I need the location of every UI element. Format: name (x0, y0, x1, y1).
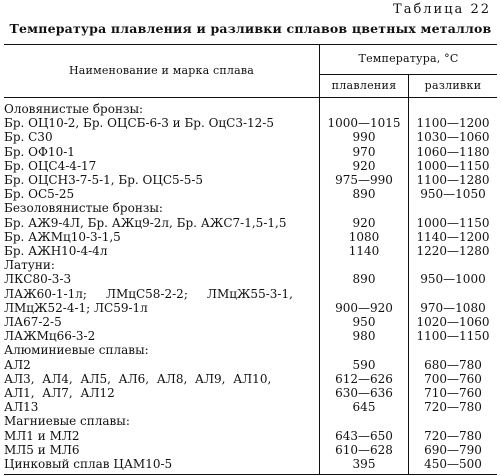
casting-temperature (409, 343, 498, 357)
table-row (4, 400, 497, 414)
table-row (4, 287, 497, 301)
alloy-name: Бр. АЖН10-4-4л (4, 244, 320, 258)
melting-temperature: 1140 (320, 244, 409, 258)
table-row (4, 329, 497, 343)
header-melting: плавления (320, 74, 409, 97)
melting-temperature (320, 414, 409, 428)
group-heading: Безоловянистые бронзы: (4, 201, 320, 215)
alloy-name: Бр. ОС5-25 (4, 187, 320, 201)
casting-temperature: 1000—1150 (416, 158, 490, 173)
group-heading: Магниевые сплавы: (4, 414, 320, 428)
casting-temperature: 1060—1180 (416, 144, 490, 159)
table-row (4, 272, 497, 286)
casting-temperature (409, 258, 498, 272)
melting-temperature: 920 (320, 216, 409, 230)
casting-temperature: 1220—1280 (416, 244, 490, 259)
casting-temperature: 950—1000 (420, 272, 486, 287)
casting-temperature: 720—780 (424, 428, 482, 443)
group-heading: Оловянистые бронзы: (4, 98, 320, 117)
casting-temperature: 1100—1150 (416, 329, 490, 344)
header-casting: разливки (409, 74, 498, 97)
casting-temperature: 680—780 (424, 357, 482, 372)
melting-temperature: 970 (320, 145, 409, 159)
table-row (4, 230, 497, 244)
alloy-name: ЛМцЖ52-4-1; ЛС59-1л (4, 301, 320, 315)
table-group-row (4, 457, 497, 475)
casting-temperature: 690—790 (424, 442, 482, 457)
table-row (4, 116, 497, 130)
table-row (4, 429, 497, 443)
alloy-name: МЛ1 и МЛ2 (4, 429, 320, 443)
melting-temperature: 990 (320, 130, 409, 144)
melting-temperature (320, 287, 409, 301)
casting-temperature (409, 414, 498, 428)
alloy-name: Бр. ОЦС4-4-17 (4, 159, 320, 173)
table-row (4, 159, 497, 173)
melting-temperature: 1080 (320, 230, 409, 244)
table-row (4, 372, 497, 386)
casting-temperature: 450—500 (409, 457, 498, 475)
casting-temperature: 1030—1060 (416, 130, 490, 145)
casting-temperature: 710—760 (424, 386, 482, 401)
alloy-name: Бр. АЖМц10-3-1,5 (4, 230, 320, 244)
melting-temperature (320, 258, 409, 272)
group-heading: Цинковый сплав ЦАМ10-5 (4, 457, 320, 475)
casting-temperature (409, 201, 498, 215)
table-row (4, 145, 497, 159)
melting-temperature: 890 (320, 272, 409, 286)
melting-temperature: 645 (320, 400, 409, 414)
table-row (4, 187, 497, 201)
table-row (4, 173, 497, 187)
melting-temperature: 890 (320, 187, 409, 201)
melting-temperature: 395 (320, 457, 409, 475)
melting-temperature: 590 (320, 358, 409, 372)
alloy-name: АЛ3, АЛ4, АЛ5, АЛ6, АЛ8, АЛ9, АЛ10, (4, 372, 320, 386)
alloy-name: Бр. ОЦ10-2, Бр. ОЦСБ-6-3 и Бр. ОцС3-12-5 (4, 116, 320, 130)
table-row (4, 443, 497, 457)
alloy-name: ЛАЖ60-1-1л; ЛМцС58-2-2; ЛМцЖ55-3-1, (4, 287, 320, 301)
table-row (4, 216, 497, 230)
casting-temperature: 950—1050 (420, 187, 486, 202)
alloy-name: Бр. ОЦСН3-7-5-1, Бр. ОЦС5-5-5 (4, 173, 320, 187)
casting-temperature: 1000—1150 (416, 215, 490, 230)
casting-temperature (409, 287, 498, 301)
alloy-name: Бр. АЖ9-4Л, Бр. АЖц9-2л, Бр. АЖС7-1,5-1,5 (4, 216, 320, 230)
melting-temperature: 630—636 (320, 386, 409, 400)
table-title: Температура плавления и разливки сплавов цветных металлов (9, 21, 492, 36)
table-body (4, 98, 497, 475)
header-temperature: Температура, °С (320, 45, 498, 75)
table-number: Таблица 22 (393, 2, 491, 17)
table-group-row (4, 343, 497, 357)
casting-temperature: 1100—1200 (416, 116, 490, 131)
table-row (4, 386, 497, 400)
table-group-row (4, 414, 497, 428)
alloy-name: МЛ5 и МЛ6 (4, 443, 320, 457)
table-row (4, 358, 497, 372)
casting-temperature: 720—780 (424, 400, 482, 415)
melting-temperature: 1000—1015 (320, 116, 409, 130)
melting-temperature: 950 (320, 315, 409, 329)
table-row (4, 130, 497, 144)
alloy-name: Бр. ОФ10-1 (4, 145, 320, 159)
casting-temperature: 1020—1060 (416, 315, 490, 330)
group-heading: Алюминиевые сплавы: (4, 343, 320, 357)
melting-temperature: 980 (320, 329, 409, 343)
melting-temperature (320, 201, 409, 215)
melting-temperature (320, 98, 409, 117)
table-row (4, 244, 497, 258)
alloy-name: АЛ2 (4, 358, 320, 372)
table-row (4, 301, 497, 315)
alloy-name: ЛАЖМц66-3-2 (4, 329, 320, 343)
alloy-name: Бр. С30 (4, 130, 320, 144)
melting-temperature (320, 343, 409, 357)
alloy-name: АЛ13 (4, 400, 320, 414)
alloy-name: АЛ1, АЛ7, АЛ12 (4, 386, 320, 400)
table-group-row (4, 201, 497, 215)
melting-temperature: 900—920 (320, 301, 409, 315)
header-alloy-name: Наименование и марка сплава (4, 45, 320, 98)
melting-temperature: 610—628 (320, 443, 409, 457)
casting-temperature: 1100—1280 (416, 173, 490, 188)
casting-temperature (409, 98, 498, 117)
table-row (4, 315, 497, 329)
melting-temperature: 920 (320, 159, 409, 173)
alloy-name: ЛА67-2-5 (4, 315, 320, 329)
group-heading: Латуни: (4, 258, 320, 272)
table-group-row (4, 258, 497, 272)
table-group-row (4, 98, 497, 117)
casting-temperature: 700—760 (424, 371, 482, 386)
alloy-temperature-table (4, 44, 497, 475)
alloy-name: ЛКС80-3-3 (4, 272, 320, 286)
melting-temperature: 643—650 (320, 429, 409, 443)
casting-temperature: 970—1080 (420, 300, 486, 315)
melting-temperature: 612—626 (320, 372, 409, 386)
melting-temperature: 975—990 (320, 173, 409, 187)
casting-temperature: 1140—1200 (416, 229, 490, 244)
